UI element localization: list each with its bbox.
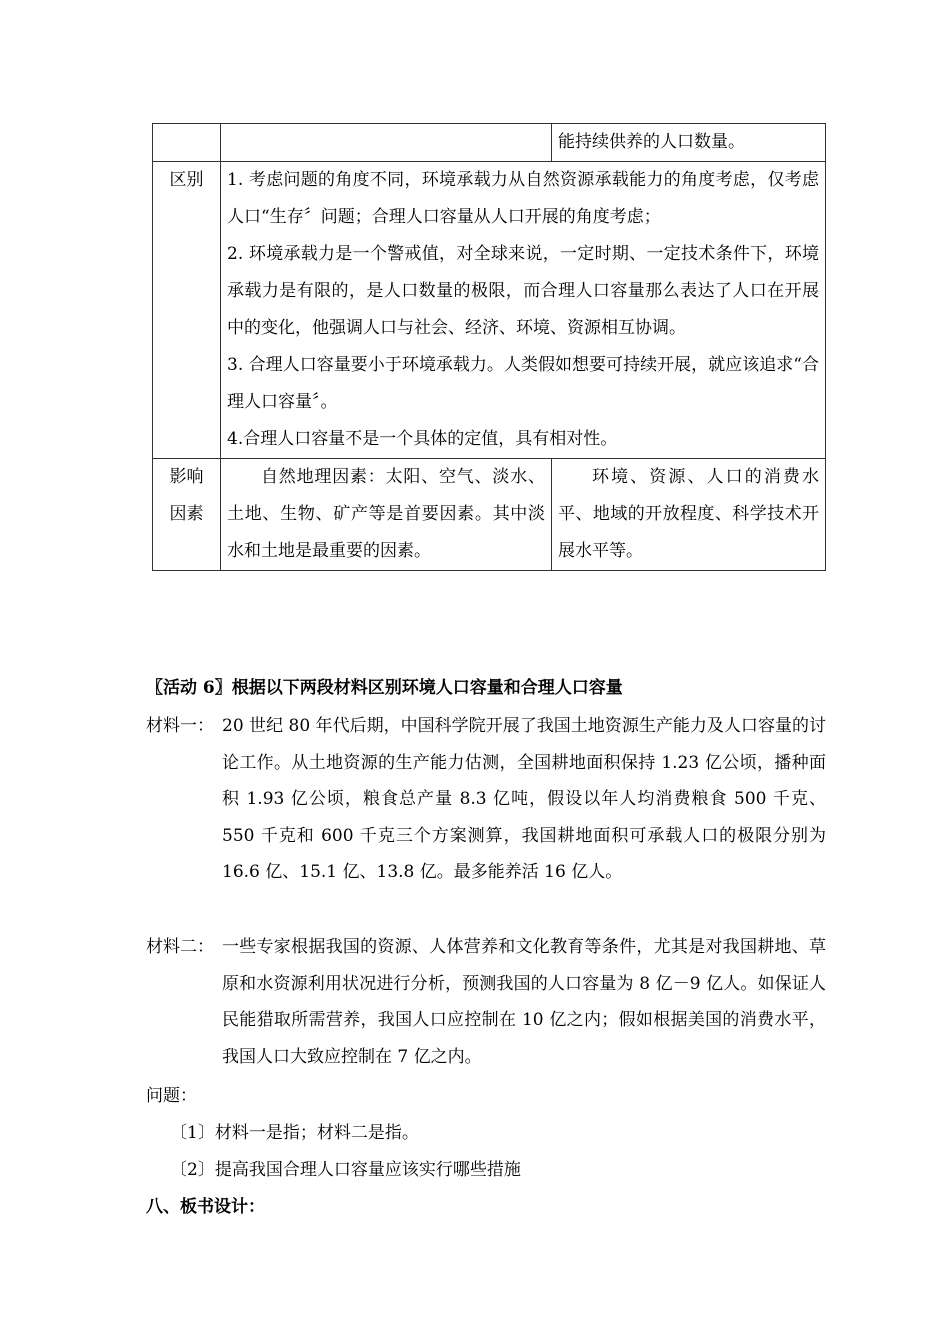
difference-point-1: 1. 考虑问题的角度不同，环境承载力从自然资源承载能力的角度考虑，仅考虑人口“生存〞问题；合理人口容量从人口开展的角度考虑； — [227, 170, 819, 227]
difference-point-2: 2. 环境承载力是一个警戒值，对全球来说，一定时期、一定技术条件下，环境承载力是有限的，是人口数量的极限，而合理人口容量那么表达了人口在开展中的变化，他强调人口与社会、经济、环境、资源相互协调。 — [227, 244, 819, 338]
material-two-text: 一些专家根据我国的资源、人体营养和文化教育等条件，尤其是对我国耕地、草原和水资源利用状况进行分析，预测我国的人口容量为 8 亿－9 亿人。如保证人民能猎取所需营养，我国人口应控制在 10 亿之内；假如根据美国的消费水平，我国人口大致应控制在 7 亿之内。 — [222, 937, 826, 1067]
material-one-label: 材料一： — [146, 716, 214, 736]
factors-label: 影响因素 — [153, 459, 221, 571]
material-two-label: 材料二： — [146, 937, 214, 957]
activity-title: 〖活动 6〗根据以下两段材料区别环境人口容量和合理人口容量 — [146, 678, 623, 698]
comparison-table — [152, 123, 826, 571]
factors-social: 环境、资源、人口的消费水平、地域的开放程度、科学技术开展水平等。 — [552, 459, 826, 571]
table-row-difference — [153, 162, 826, 459]
material-one-text: 20 世纪 80 年代后期，中国科学院开展了我国土地资源生产能力及人口容量的讨论工作。从土地资源的生产能力估测，全国耕地面积保持 1.23 亿公顷，播种面积 1.93 亿公顷，粮食总产量 8.3 亿吨，假设以年人均消费粮食 500 千克、550 千克和 600 千克三个方案测算，我国耕地面积可承载人口的极限分别为 16.6 亿、15.1 亿、13.8 亿。最多能养活 16 亿人。 — [222, 716, 826, 882]
table-cell-empty-label — [153, 124, 221, 162]
table-cell-empty — [221, 124, 552, 162]
material-one — [146, 708, 826, 891]
question-2: 〔2〕提高我国合理人口容量应该实行哪些措施 — [170, 1160, 521, 1180]
table-row-factors — [153, 459, 826, 571]
difference-point-3: 3. 合理人口容量要小于环境承载力。人类假如想要可持续开展，就应该追求“合理人口容量〞。 — [227, 355, 819, 412]
table-row-top — [153, 124, 826, 162]
material-two — [146, 929, 826, 1075]
difference-label: 区别 — [153, 162, 221, 459]
section-8-heading: 八、板书设计： — [146, 1197, 265, 1217]
question-1: 〔1〕材料一是指；材料二是指。 — [170, 1123, 419, 1143]
question-label: 问题： — [146, 1086, 197, 1106]
table-cell-top-right: 能持续供养的人口数量。 — [552, 124, 826, 162]
difference-point-4: 4.合理人口容量不是一个具体的定值，具有相对性。 — [227, 429, 618, 449]
factors-natural: 自然地理因素：太阳、空气、淡水、土地、生物、矿产等是首要因素。其中淡水和土地是最重要的因素。 — [221, 459, 552, 571]
difference-content — [221, 162, 826, 459]
